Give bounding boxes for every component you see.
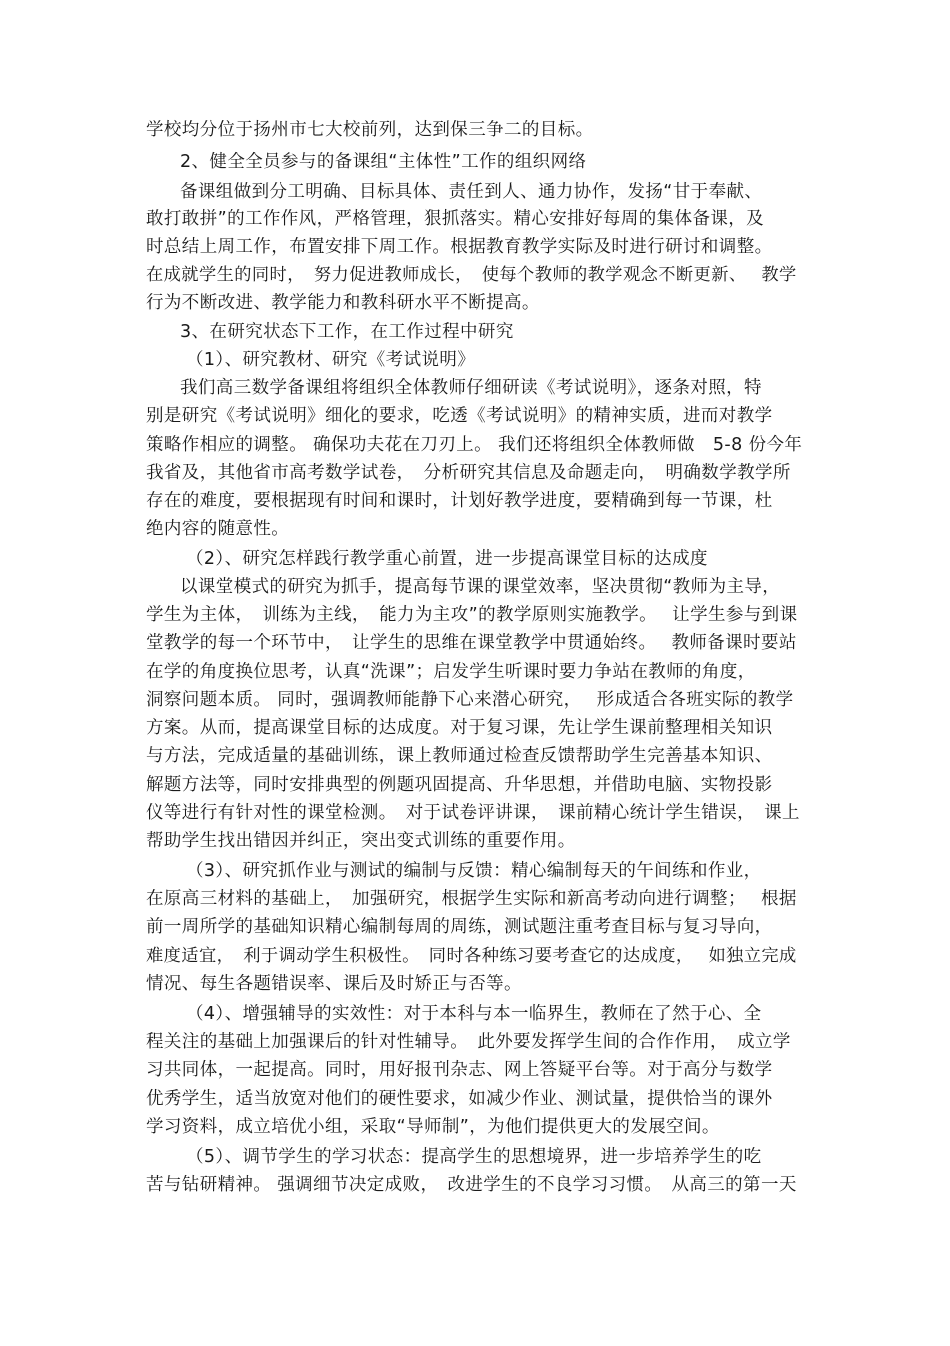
section-heading: 3、在研究状态下工作，在工作过程中研究 — [180, 322, 514, 342]
text-line: 在学的角度换位思考，认真“洗课”；启发学生听课时要力争站在教师的角度， — [146, 662, 756, 682]
text-line: 别是研究《考试说明》细化的要求，吃透《考试说明》的精神实质，进而对教学 — [146, 406, 773, 426]
text-line: 学习资料，成立培优小组，采取“导师制”，为他们提供更大的发展空间。 — [146, 1117, 720, 1137]
text-line: 我省及，其他省市高考数学试卷， 分析研究其信息及命题走向， 明确数学教学所 — [146, 463, 791, 483]
text-line: 洞察问题本质。 同时，强调教师能静下心来潜心研究， 形成适合各班实际的教学 — [146, 690, 794, 710]
text-line: 以课堂模式的研究为抓手，提高每节课的课堂效率，坚决贯彻“教师为主导， — [180, 577, 781, 597]
text-line: 方案。从而，提高课堂目标的达成度。对于复习课，先让学生课前整理相关知识 — [146, 718, 773, 738]
text-line: 优秀学生，适当放宽对他们的硬性要求，如减少作业、测试量，提供恰当的课外 — [146, 1089, 773, 1109]
subsection-heading: （1）、研究教材、研究《考试说明》 — [186, 350, 476, 370]
text-line: 在原高三材料的基础上， 加强研究，根据学生实际和新高考动向进行调整； 根据 — [146, 889, 797, 909]
text-line: 难度适宜， 利于调动学生积极性。 同时各种练习要考查它的达成度， 如独立完成 — [146, 946, 797, 966]
text-line: 在成就学生的同时， 努力促进教师成长， 使每个教师的教学观念不断更新、 教学 — [146, 265, 797, 285]
text-line: 堂教学的每一个环节中， 让学生的思维在课堂教学中贯通始终。 教师备课时要站 — [146, 633, 797, 653]
text-line: 备课组做到分工明确、目标具体、责任到人、通力协作，发扬“甘于奉献、 — [180, 182, 763, 202]
subsection-heading: （4）、增强辅导的实效性：对于本科与本一临界生，教师在了然于心、全 — [186, 1004, 762, 1024]
text-line: 程关注的基础上加强课后的针对性辅导。 此外要发挥学生间的合作作用， 成立学 — [146, 1032, 791, 1052]
subsection-heading: （3）、研究抓作业与测试的编制与反馈：精心编制每天的午间练和作业， — [186, 861, 762, 881]
text-line: 敢打敢拼”的工作作风，严格管理，狠抓落实。精心安排好每周的集体备课，及 — [146, 209, 765, 229]
text-line: 情况、每生各题错误率、课后及时矫正与否等。 — [146, 974, 522, 994]
text-line: 仪等进行有针对性的课堂检测。 对于试卷评讲课， 课前精心统计学生错误， 课上 — [146, 803, 800, 823]
text-line: 解题方法等，同时安排典型的例题巩固提高、升华思想，并借助电脑、实物投影 — [146, 775, 773, 795]
text-line: 行为不断改进、教学能力和教科研水平不断提高。 — [146, 293, 540, 313]
text-line: 绝内容的随意性。 — [146, 519, 290, 539]
section-heading: 2、健全全员参与的备课组“主体性”工作的组织网络 — [180, 152, 587, 172]
text-line: 前一周所学的基础知识精心编制每周的周练，测试题注重考查目标与复习导向， — [146, 917, 773, 937]
text-line: 苦与钻研精神。 强调细节决定成败， 改进学生的不良学习习惯。 从高三的第一天 — [146, 1175, 797, 1195]
text-line: 帮助学生找出错因并纠正，突出变式训练的重要作用。 — [146, 831, 576, 851]
subsection-heading: （2）、研究怎样践行教学重心前置，进一步提高课堂目标的达成度 — [186, 549, 708, 569]
text-line: 时总结上周工作，布置安排下周工作。根据教育教学实际及时进行研讨和调整。 — [146, 237, 773, 257]
text-line: 策略作相应的调整。 确保功夫花在刀刃上。 我们还将组织全体教师做 5-8 份今年 — [146, 435, 803, 455]
text-line: 学校均分位于扬州市七大校前列，达到保三争二的目标。 — [146, 120, 594, 140]
text-line: 习共同体，一起提高。同时，用好报刊杂志、网上答疑平台等。对于高分与数学 — [146, 1060, 773, 1080]
text-line: 存在的难度，要根据现有时间和课时，计划好教学进度，要精确到每一节课，杜 — [146, 491, 773, 511]
text-line: 与方法，完成适量的基础训练，课上教师通过检查反馈帮助学生完善基本知识、 — [146, 746, 773, 766]
subsection-heading: （5）、调节学生的学习状态：提高学生的思想境界，进一步培养学生的吃 — [186, 1147, 762, 1167]
text-line: 我们高三数学备课组将组织全体教师仔细研读《考试说明》，逐条对照，特 — [180, 378, 762, 398]
text-line: 学生为主体， 训练为主线， 能力为主攻”的教学原则实施教学。 让学生参与到课 — [146, 605, 798, 625]
